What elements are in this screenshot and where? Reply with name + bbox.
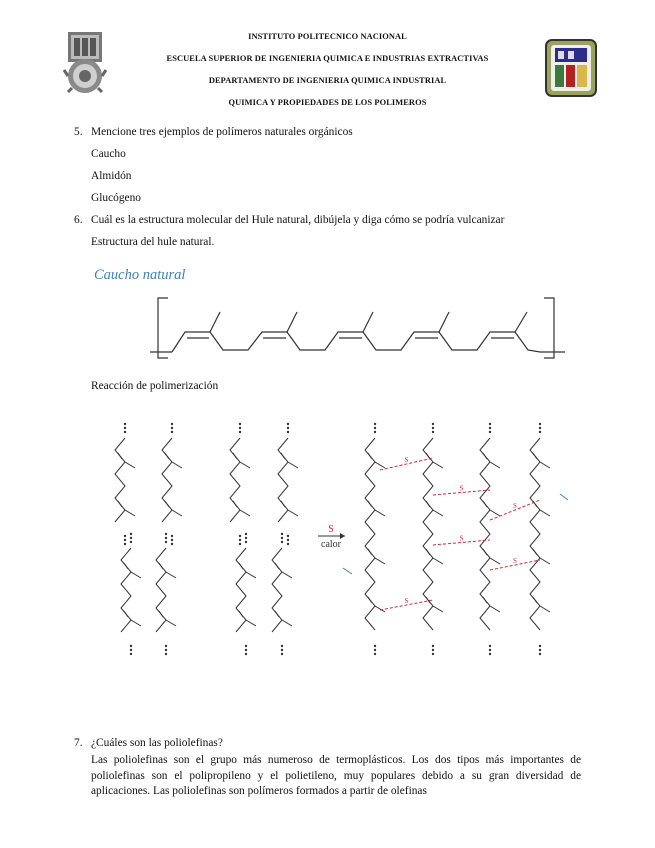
sulfur-atom-label: S — [459, 484, 464, 493]
polymer-chain — [365, 423, 385, 654]
monomer-chain — [236, 533, 256, 654]
sulfur-atom-label: S — [404, 597, 409, 605]
q5-answer-2: Almidón — [91, 170, 132, 182]
header-institution: INSTITUTO POLITECNICO NACIONAL — [248, 32, 407, 41]
q7-number: 7. — [74, 737, 83, 749]
monomer-chain — [115, 423, 135, 544]
monomer-chain — [278, 423, 298, 544]
sulfur-atom-label: S — [404, 456, 409, 464]
sulfur-atom-label: S — [459, 534, 464, 543]
polymer-chain — [530, 423, 550, 654]
chain-end-mark — [343, 568, 352, 574]
q5-question: Mencione tres ejemplos de polímeros naturales orgánicos — [91, 126, 353, 138]
polymer-chain — [480, 423, 500, 654]
q6-number: 6. — [74, 214, 83, 226]
reaction-label: Reacción de polimerización — [91, 380, 219, 392]
sulfur-atom-label: S — [513, 502, 517, 510]
q6-question: Cuál es la estructura molecular del Hule natural, dibújela y diga cómo se podría vulcanizar — [91, 214, 505, 226]
arrow-condition: calor — [321, 539, 341, 550]
q7-question: ¿Cuáles son las poliolefinas? — [91, 737, 223, 749]
sulfur-atom-label: S — [513, 557, 517, 565]
header-school: ESCUELA SUPERIOR DE INGENIERIA QUIMICA E INDUSTRIAS EXTRACTIVAS — [166, 54, 489, 63]
chain-end-mark — [560, 494, 568, 500]
figure-title: Caucho natural — [94, 267, 186, 283]
polymer-chain — [423, 423, 443, 654]
q5-answer-3: Glucógeno — [91, 192, 141, 204]
monomer-chain — [162, 423, 182, 544]
monomer-chain — [272, 533, 292, 654]
header-course: QUIMICA Y PROPIEDADES DE LOS POLIMEROS — [228, 98, 427, 107]
q5-number: 5. — [74, 126, 83, 138]
monomer-chain — [121, 533, 141, 654]
arrow-reagent: S — [328, 524, 334, 535]
monomer-chain — [230, 423, 250, 544]
q6-answer: Estructura del hule natural. — [91, 236, 215, 248]
q7-answer-paragraph: Las poliolefinas son el grupo más numeroso de termoplásticos. Los dos tipos más importantes de poliolefinas son el polipropileno y el polietileno, muy populares debido a su gran diversidad de aplicaciones. Las poliolefinas son polímeros formados a partir de olefinas — [91, 754, 581, 797]
monomer-chain — [156, 533, 176, 654]
header-department: DEPARTAMENTO DE INGENIERIA QUIMICA INDUSTRIAL — [208, 76, 447, 85]
q5-answer-1: Caucho — [91, 148, 126, 160]
